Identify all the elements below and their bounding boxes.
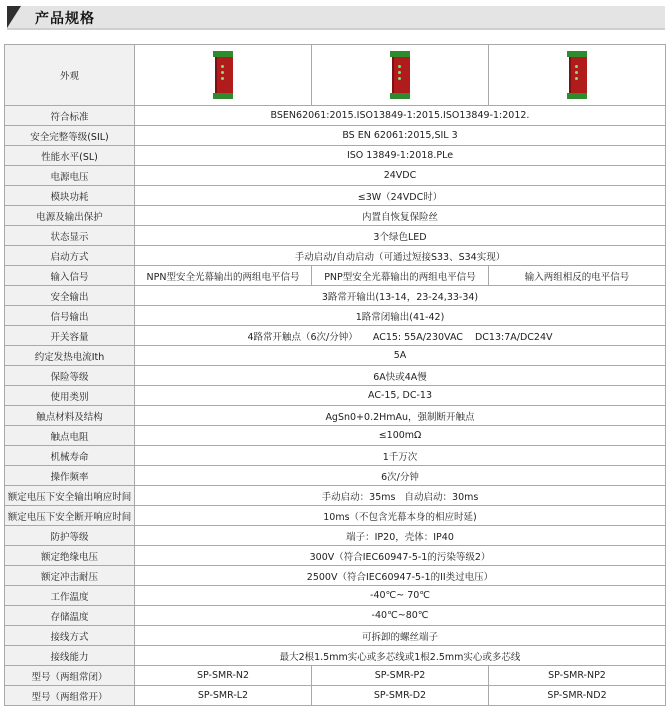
table-row	[5, 486, 666, 506]
table-row	[5, 286, 666, 306]
row-label: 安全输出	[5, 286, 135, 306]
row-label: 存储温度	[5, 606, 135, 626]
spec-table	[4, 44, 666, 706]
row-label: 信号输出	[5, 306, 135, 326]
row-value: ≤100mΩ	[135, 426, 666, 446]
row-value: BSEN62061:2015.ISO13849-1:2015.ISO13849-1:2012.	[135, 106, 666, 126]
row-label: 额定电压下安全断开响应时间	[5, 506, 135, 526]
row-label: 额定绝缘电压	[5, 546, 135, 566]
row-label: 触点材料及结构	[5, 406, 135, 426]
table-row	[5, 366, 666, 386]
row-value: SP-SMR-NP2	[489, 666, 666, 686]
row-value: 输入两组相反的电平信号	[489, 266, 666, 286]
row-value: SP-SMR-N2	[135, 666, 312, 686]
row-label: 保险等级	[5, 366, 135, 386]
row-label: 开关容量	[5, 326, 135, 346]
row-label: 状态显示	[5, 226, 135, 246]
table-row	[5, 45, 666, 106]
row-label: 机械寿命	[5, 446, 135, 466]
table-row	[5, 606, 666, 626]
row-value: SP-SMR-P2	[312, 666, 489, 686]
row-value: AgSn0+0.2HmAu，强制断开触点	[135, 406, 666, 426]
row-label: 约定发热电流Ith	[5, 346, 135, 366]
row-value: PNP型安全光幕输出的两组电平信号	[312, 266, 489, 286]
table-row	[5, 426, 666, 446]
table-row	[5, 246, 666, 266]
row-value: -40℃~ 70℃	[135, 586, 666, 606]
row-value: 3个绿色LED	[135, 226, 666, 246]
row-label: 操作频率	[5, 466, 135, 486]
row-label: 型号（两组常闭）	[5, 666, 135, 686]
table-row	[5, 206, 666, 226]
row-label: 接线能力	[5, 646, 135, 666]
row-value: SP-SMR-D2	[312, 686, 489, 706]
table-row	[5, 506, 666, 526]
row-value: 24VDC	[135, 166, 666, 186]
table-row	[5, 386, 666, 406]
row-value: 最大2根1.5mm实心或多芯线或1根2.5mm实心或多芯线	[135, 646, 666, 666]
row-label: 电源电压	[5, 166, 135, 186]
row-value: AC-15, DC-13	[135, 386, 666, 406]
row-value: 内置自恢复保险丝	[135, 206, 666, 226]
row-label: 模块功耗	[5, 186, 135, 206]
row-value: ISO 13849-1:2018.PLe	[135, 146, 666, 166]
product-image-cell	[312, 45, 489, 106]
row-label: 外观	[5, 45, 135, 106]
row-value: 5A	[135, 346, 666, 366]
row-label: 安全完整等级(SIL)	[5, 126, 135, 146]
table-row	[5, 166, 666, 186]
row-value: 4路常开触点（6次/分钟） AC15: 55A/230VAC DC13:7A/DC24V	[135, 326, 666, 346]
row-value: 1千万次	[135, 446, 666, 466]
table-row	[5, 226, 666, 246]
product-image-cell	[135, 45, 312, 106]
row-value: NPN型安全光幕输出的两组电平信号	[135, 266, 312, 286]
section-title: 产品规格	[35, 11, 95, 27]
relay-module-image	[213, 51, 233, 99]
row-label: 启动方式	[5, 246, 135, 266]
row-label: 触点电阻	[5, 426, 135, 446]
row-label: 符合标准	[5, 106, 135, 126]
table-row	[5, 266, 666, 286]
table-row	[5, 586, 666, 606]
row-value: 手动启动：35ms 自动启动：30ms	[135, 486, 666, 506]
table-row	[5, 406, 666, 426]
table-row	[5, 326, 666, 346]
row-value: 10ms（不包含光幕本身的相应时延)	[135, 506, 666, 526]
row-label: 使用类别	[5, 386, 135, 406]
table-row	[5, 526, 666, 546]
row-label: 电源及输出保护	[5, 206, 135, 226]
row-value: ≤3W（24VDC时）	[135, 186, 666, 206]
row-value: 2500V（符合IEC60947-5-1的II类过电压）	[135, 566, 666, 586]
table-row	[5, 146, 666, 166]
row-value: 6A快或4A慢	[135, 366, 666, 386]
table-row	[5, 106, 666, 126]
table-row	[5, 686, 666, 706]
table-row	[5, 566, 666, 586]
row-label: 防护等级	[5, 526, 135, 546]
table-row	[5, 446, 666, 466]
row-value: 手动启动/自动启动（可通过短接S33、S34实现）	[135, 246, 666, 266]
row-label: 额定电压下安全输出响应时间	[5, 486, 135, 506]
relay-module-image	[390, 51, 410, 99]
row-value: 6次/分钟	[135, 466, 666, 486]
header-accent	[7, 6, 21, 28]
row-value: SP-SMR-ND2	[489, 686, 666, 706]
row-label: 接线方式	[5, 626, 135, 646]
row-label: 型号（两组常开）	[5, 686, 135, 706]
product-image-cell	[489, 45, 666, 106]
table-row	[5, 466, 666, 486]
row-label: 工作温度	[5, 586, 135, 606]
table-row	[5, 306, 666, 326]
table-row	[5, 626, 666, 646]
row-value: 300V（符合IEC60947-5-1的污染等级2）	[135, 546, 666, 566]
row-label: 额定冲击耐压	[5, 566, 135, 586]
row-value: 端子：IP20，壳体：IP40	[135, 526, 666, 546]
row-label: 输入信号	[5, 266, 135, 286]
table-row	[5, 346, 666, 366]
row-value: 1路常闭输出(41-42)	[135, 306, 666, 326]
table-row	[5, 646, 666, 666]
row-value: BS EN 62061:2015,SIL 3	[135, 126, 666, 146]
table-row	[5, 546, 666, 566]
table-row	[5, 186, 666, 206]
section-header	[7, 6, 665, 30]
row-value: SP-SMR-L2	[135, 686, 312, 706]
row-label: 性能水平(SL)	[5, 146, 135, 166]
row-value: 可拆卸的螺丝端子	[135, 626, 666, 646]
table-row	[5, 126, 666, 146]
table-row	[5, 666, 666, 686]
row-value: 3路常开输出(13-14，23-24,33-34)	[135, 286, 666, 306]
row-value: -40℃~80℃	[135, 606, 666, 626]
relay-module-image	[567, 51, 587, 99]
